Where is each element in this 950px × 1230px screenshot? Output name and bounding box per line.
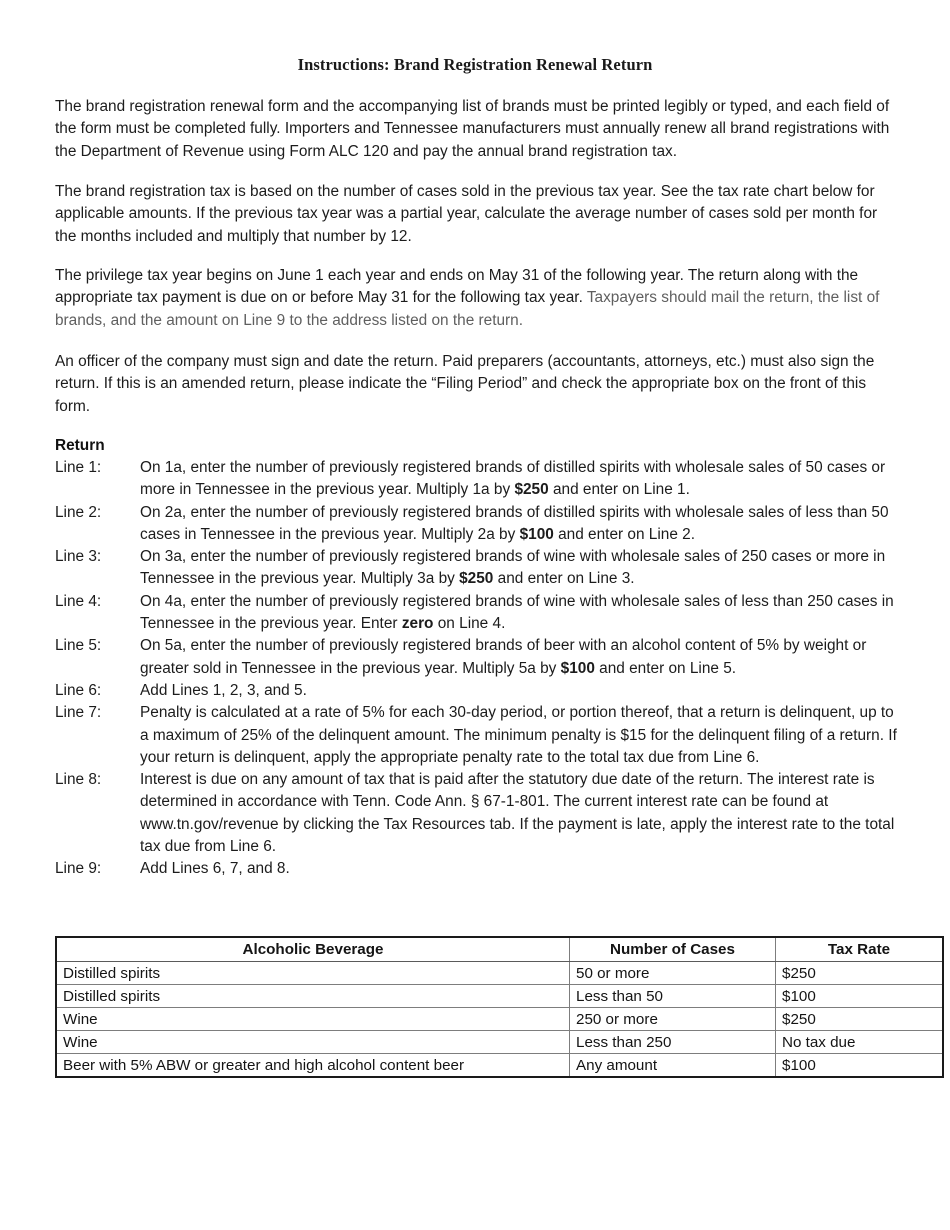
cell-tax-rate: $250	[776, 962, 944, 985]
text-run: The brand registration renewal form and the accompanying list of brands must be printed legibly or typed, and each field of the form must be completed fully. Importers and Tennessee manufacturers must annually renew all brand registrations with the Department of Revenue using Form ALC 120 and pay the annual brand registration tax.	[55, 98, 890, 160]
page-title: Instructions: Brand Registration Renewal Return	[297, 55, 653, 74]
return-line-text	[140, 769, 898, 858]
return-line-row	[55, 858, 898, 880]
cell-cases: 250 or more	[570, 1008, 776, 1031]
return-line-row	[55, 702, 898, 769]
table-row	[56, 985, 943, 1008]
cell-tax-rate: No tax due	[776, 1031, 944, 1054]
text-run: Penalty is calculated at a rate of 5% for each 30-day period, or portion thereof, that a return is delinquent, up to a maximum of 25% of the delinquent amount. The minimum penalty is $15 for the delinquent filing of a return. If your return is delinquent, apply the appropriate penalty rate to the total tax due from Line 6.	[140, 704, 897, 766]
return-line-label: Line 3:	[55, 548, 102, 566]
return-line-row	[55, 457, 898, 502]
text-run: and enter on Line 1.	[548, 481, 690, 499]
return-line-instructions	[55, 457, 898, 881]
return-line-label: Line 4:	[55, 592, 102, 610]
text-run: On 5a, enter the number of previously registered brands of beer with an alcohol content of 5% by weight or greater sold in Tennessee in the previous year. Multiply 5a by	[140, 637, 867, 677]
cell-beverage: Wine	[56, 1008, 570, 1031]
return-line-text	[140, 502, 898, 547]
return-line-row	[55, 769, 898, 858]
text-run: and enter on Line 2.	[553, 525, 696, 543]
emphasis-text: $250	[459, 570, 494, 588]
return-line-label: Line 5:	[55, 637, 102, 655]
emphasis-text: $100	[519, 525, 554, 543]
return-line-text	[140, 680, 898, 702]
cell-tax-rate: $100	[776, 985, 944, 1008]
text-run: On 2a, enter the number of previously registered brands of distilled spirits with wholesale sales of less than 50 cases in Tennessee in the previous year. Multiply 2a by	[140, 503, 889, 543]
table-row	[56, 1008, 943, 1031]
return-line-label: Line 2:	[55, 503, 102, 521]
return-line-label: Line 8:	[55, 771, 102, 789]
cell-cases: Any amount	[570, 1054, 776, 1078]
return-line-row	[55, 502, 898, 547]
return-line-row	[55, 635, 898, 680]
return-line-row	[55, 680, 898, 702]
paragraph-signature	[55, 351, 898, 418]
cell-beverage: Distilled spirits	[56, 985, 570, 1008]
text-run: An officer of the company must sign and date the return. Paid preparers (accountants, attorneys, etc.) must also sign the return. If this is an amended return, please indicate the “Filing Period” and check the appropriate box on the front of this form.	[55, 353, 875, 415]
text-run: and enter on Line 5.	[594, 659, 737, 677]
return-line-row	[55, 591, 898, 636]
return-line-label: Line 7:	[55, 704, 102, 722]
table-row	[56, 962, 943, 985]
paragraph-privilege-year	[55, 265, 898, 332]
return-line-row	[55, 546, 898, 591]
return-line-text	[140, 457, 898, 502]
column-header-beverage: Alcoholic Beverage	[56, 937, 570, 962]
emphasis-text: $100	[560, 659, 595, 677]
text-run: On 4a, enter the number of previously registered brands of wine with wholesale sales of less than 250 cases in Tennessee in the previous year. Enter	[140, 592, 894, 633]
table-header-row	[56, 937, 943, 962]
text-run: The privilege tax year begins on June 1 each year and ends on May 31 of the following year. The return along with the appropriate tax payment is due on or before May 31 for the following tax year.	[55, 267, 859, 307]
return-line-label: Line 9:	[55, 860, 102, 878]
tax-rate-table	[55, 936, 944, 1078]
text-run: and enter on Line 3.	[493, 570, 635, 588]
text-run: On 3a, enter the number of previously registered brands of wine with wholesale sales of 250 cases or more in Tennessee in the previous year. Multiply 3a by	[140, 548, 886, 588]
cell-cases: Less than 250	[570, 1031, 776, 1054]
return-line-text	[140, 546, 898, 591]
return-line-text	[140, 702, 898, 769]
cell-cases: 50 or more	[570, 962, 776, 985]
emphasis-text: $250	[514, 481, 549, 499]
section-heading-return: Return	[55, 437, 105, 454]
text-run: On 1a, enter the number of previously registered brands of distilled spirits with wholesale sales of 50 cases or more in Tennessee in the previous year. Multiply 1a by	[140, 459, 886, 499]
return-line-text	[140, 591, 898, 636]
column-header-cases: Number of Cases	[570, 937, 776, 962]
return-line-label: Line 1:	[55, 459, 102, 476]
table-row	[56, 1054, 943, 1078]
return-line-text	[140, 635, 898, 680]
text-run: The brand registration tax is based on the number of cases sold in the previous tax year. See the tax rate chart below for applicable amounts. If the previous tax year was a partial year, calculate the average number of cases sold per month for the months included and multiply that number by 12.	[55, 183, 878, 245]
paragraph-intro	[55, 96, 898, 163]
cell-beverage: Beer with 5% ABW or greater and high alcohol content beer	[56, 1054, 570, 1078]
column-header-tax-rate: Tax Rate	[776, 937, 944, 962]
return-line-label: Line 6:	[55, 681, 102, 699]
text-run: Interest is due on any amount of tax that is paid after the statutory due date of the return. The interest rate is determined in accordance with Tenn. Code Ann. § 67-1-801. The current interest rate can be found at www.tn.gov/revenue by clicking the Tax Resources tab. If the payment is late, apply the interest rate to the total tax due from Line 6.	[140, 771, 895, 856]
paragraph-tax-basis	[55, 181, 898, 248]
cell-tax-rate: $100	[776, 1054, 944, 1078]
table-row	[56, 1031, 943, 1054]
cell-cases: Less than 50	[570, 985, 776, 1008]
cell-beverage: Distilled spirits	[56, 962, 570, 985]
text-run: on Line 4.	[433, 615, 506, 633]
cell-beverage: Wine	[56, 1031, 570, 1054]
text-run: Add Lines 6, 7, and 8.	[140, 860, 290, 878]
muted-text: Taxpayers should mail the return, the list of brands, and the amount on Line 9 to the address listed on the return.	[55, 289, 880, 329]
emphasis-text: zero	[401, 615, 434, 633]
cell-tax-rate: $250	[776, 1008, 944, 1031]
return-line-text	[140, 858, 898, 880]
text-run: Add Lines 1, 2, 3, and 5.	[140, 681, 307, 699]
